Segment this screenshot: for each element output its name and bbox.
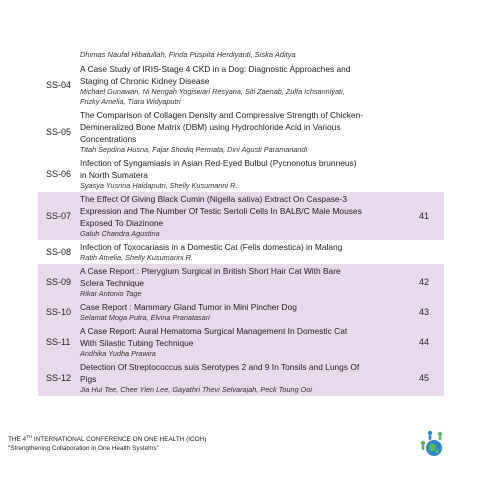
- entry-content: [80, 300, 404, 324]
- entry-content: [80, 62, 404, 108]
- entry-content: [80, 324, 404, 360]
- toc-entry-ss-11: [38, 324, 444, 360]
- entry-title-line: Staging of Chronic Kidney Disease: [80, 76, 210, 86]
- conference-tagline: "Strengthening Collaboration in One Health Systems": [8, 445, 159, 453]
- entry-code: SS-09: [46, 277, 72, 287]
- entry-content: [80, 108, 404, 156]
- entry-content: [80, 264, 404, 300]
- entry-authors-line: Jia Hui Tee, Chee Yien Lee, Gayathri Thevi Selvarajah, Peck Toung Ooi: [80, 385, 313, 394]
- entry-title-line: Exposed To Diazinone: [80, 218, 164, 228]
- entry-code: SS-07: [46, 211, 72, 221]
- entry-title-line: Infection of Toxocariasis in a Domestic Cat (Felis domestica) in Malang: [80, 242, 343, 252]
- toc-entry-ss-10: [38, 300, 444, 324]
- conference-name-rest: INTERNATIONAL CONFERENCE ON ONE HEALTH (ICOH): [32, 436, 207, 444]
- entry-content: [80, 156, 404, 192]
- toc-entry-ss-09: [38, 264, 444, 300]
- entry-code: SS-05: [46, 127, 72, 137]
- entry-title-line: Infection of Syngamiasis in Asian Red-Eyed Bulbul (Pycnonotus brunneus): [80, 158, 357, 168]
- entry-authors-line: Galuh Chandra Agustina: [80, 229, 160, 238]
- conference-name: [8, 432, 206, 444]
- entry-page: 45: [418, 373, 429, 383]
- table-of-contents: [38, 50, 444, 396]
- toc-entry-ss-12: [38, 360, 444, 396]
- entry-title-line: Case Report : Mammary Gland Tumor in Mini Pincher Dog: [80, 302, 297, 312]
- entry-authors-line: Rikar Antonio Tage: [80, 289, 142, 298]
- entry-title-line: Detection Of Streptococcus suis Serotypes 2 and 9 In Tonsils and Lungs Of: [80, 362, 360, 372]
- entry-page: 42: [418, 277, 429, 287]
- conference-footer: [8, 432, 206, 453]
- one-health-globe-logo-icon: [418, 428, 446, 458]
- entry-authors-line: Frizky Amelia, Tiara Widyaputri: [80, 97, 181, 106]
- entry-authors-line: Syasya Yusrina Haidaputri, Shelly Kusumarini R.: [80, 181, 238, 190]
- entry-content: [80, 360, 404, 396]
- toc-entry-ss-04: [38, 62, 444, 108]
- toc-entry-ss-08: [38, 240, 444, 264]
- entry-title-line: Sclera Technique: [80, 278, 145, 288]
- entry-page: 41: [418, 211, 429, 221]
- toc-entry-ss-07: [38, 192, 444, 240]
- entry-code: SS-12: [46, 373, 72, 383]
- entry-title-line: in North Sumatera: [80, 170, 148, 180]
- entry-code: SS-10: [46, 307, 72, 317]
- entry-code: SS-11: [46, 337, 71, 347]
- entry-title-line: Pigs: [80, 374, 97, 384]
- entry-title-line: Expression and The Number Of Testic Sertoli Cells In BALB/C Male Mouses: [80, 206, 362, 216]
- entry-authors-line: Ratih Amelia, Shelly Kusumarini R.: [80, 253, 193, 262]
- entry-authors-line: Andhika Yudha Prawira: [80, 349, 156, 358]
- toc-entry-ss-05: [38, 108, 444, 156]
- entry-authors-line: Selamat Moga Putra, Elvina Pranatasari: [80, 313, 210, 322]
- entry-authors-line: Titah Sepdina Husna, Fajar Shodiq Permata, Dini Agusti Paramanandi: [80, 145, 308, 154]
- entry-authors-line: Michael Gunawan, Ni Nengah Yogiswari Resyana, Siti Zaenab, Zulfa Ichsanniyati,: [80, 87, 345, 96]
- entry-title-line: A Case Report : Pterygium Surgical in British Short Hair Cat With Bare: [80, 266, 341, 276]
- entry-title-line: The Comparison of Collagen Density and Compressive Strength of Chicken-: [80, 110, 364, 120]
- entry-title-line: A Case Report: Aural Hematoma Surgical Management In Domestic Cat: [80, 326, 348, 336]
- entry-title-line: With Silastic Tubing Technique: [80, 338, 194, 348]
- entry-code: SS-06: [46, 169, 72, 179]
- entry-content: [80, 240, 404, 264]
- conference-name-prefix: THE 4: [8, 436, 27, 444]
- entry-title-line: Concentrations: [80, 134, 137, 144]
- entry-title-line: A Case Study of IRIS-Stage 4 CKD in a Dog: Diagnostic Approaches and: [80, 64, 351, 74]
- entry-code: SS-08: [46, 247, 72, 257]
- entry-title-line: The Effect Of Giving Black Cumin (Nigella sativa) Extract On Caspase-3: [80, 194, 348, 204]
- entry-content: [80, 192, 404, 240]
- entry-page: 44: [418, 337, 429, 347]
- conference-name-sup: TH: [26, 434, 33, 439]
- entry-page: 43: [418, 307, 429, 317]
- toc-entry-ss-06: [38, 156, 444, 192]
- carryover-authors: Dhimas Naufal Hibatullah, Finda Puspita Herdiyanti, Siska Aditya: [80, 50, 296, 59]
- entry-title-line: Demineralized Bone Matrix (DBM) using Hydrochloride Acid in Various: [80, 122, 341, 132]
- entry-code: SS-04: [46, 80, 72, 90]
